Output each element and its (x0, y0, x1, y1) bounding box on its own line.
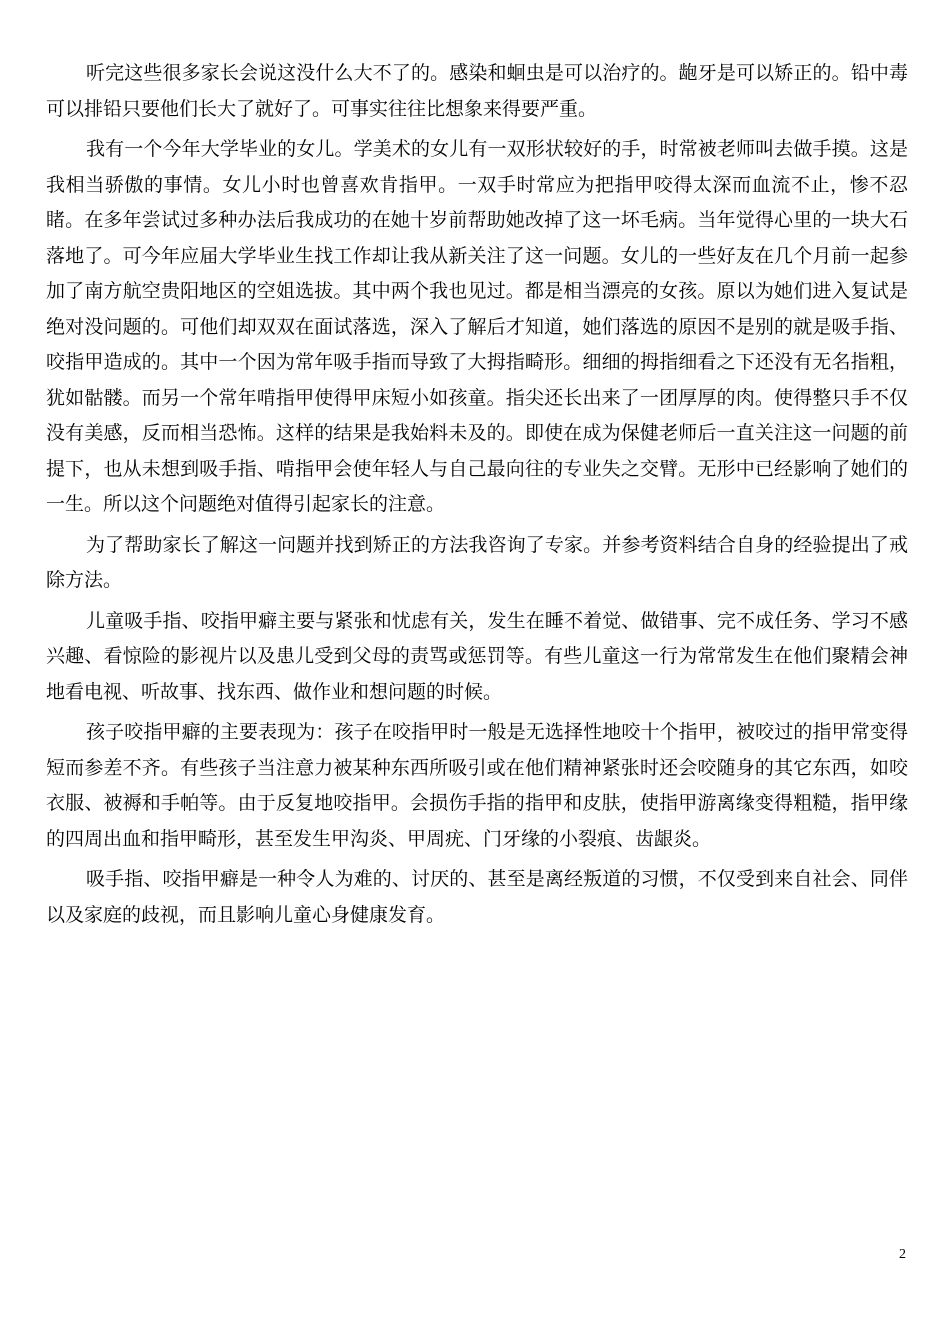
paragraph: 我有一个今年大学毕业的女儿。学美术的女儿有一双形状较好的手，时常被老师叫去做手摸。这是我相当骄傲的事情。女儿小时也曾喜欢肯指甲。一双手时常应为把指甲咬得太深而血流不止，惨不忍睹。在多年尝试过多种办法后我成功的在她十岁前帮助她改掉了这一坏毛病。当年觉得心里的一块大石落地了。可今年应届大学毕业生找工作却让我从新关注了这一问题。女儿的一些好友在几个月前一起参加了南方航空贵阳地区的空姐选拔。其中两个我也见过。都是相当漂亮的女孩。原以为她们进入复试是绝对没问题的。可他们却双双在面试落选，深入了解后才知道，她们落选的原因不是别的就是吸手指、咬指甲造成的。其中一个因为常年吸手指而导致了大拇指畸形。细细的拇指细看之下还没有无名指粗，犹如骷髅。而另一个常年啃指甲使得甲床短小如孩童。指尖还长出来了一团厚厚的肉。使得整只手不仅没有美感，反而相当恐怖。这样的结果是我始料未及的。即使在成为保健老师后一直关注这一问题的前提下，也从未想到吸手指、啃指甲会使年轻人与自己最向往的专业失之交臂。无形中已经影响了她们的一生。所以这个问题绝对值得引起家长的注意。 (46, 138, 908, 515)
paragraph: 吸手指、咬指甲癖是一种令人为难的、讨厌的、甚至是离经叛道的习惯，不仅受到来自社会、同伴以及家庭的歧视，而且影响儿童心身健康发育。 (46, 868, 908, 926)
paragraph: 为了帮助家长了解这一问题并找到矫正的方法我咨询了专家。并参考资料结合自身的经验提出了戒除方法。 (46, 533, 908, 591)
document-page (46, 56, 908, 938)
paragraph: 儿童吸手指、咬指甲癖主要与紧张和忧虑有关，发生在睡不着觉、做错事、完不成任务、学习不感兴趣、看惊险的影视片以及患儿受到父母的责骂或惩罚等。有些儿童这一行为常常发生在他们聚精会神地看电视、听故事、找东西、做作业和想问题的时候。 (46, 609, 908, 703)
page-number: 2 (899, 1247, 906, 1262)
paragraph: 孩子咬指甲癖的主要表现为：孩子在咬指甲时一般是无选择性地咬十个指甲，被咬过的指甲常变得短而参差不齐。有些孩子当注意力被某种东西所吸引或在他们精神紧张时还会咬随身的其它东西，如咬衣服、被褥和手帕等。由于反复地咬指甲。会损伤手指的指甲和皮肤，使指甲游离缘变得粗糙，指甲缘的四周出血和指甲畸形，甚至发生甲沟炎、甲周疣、门牙缘的小裂痕、齿龈炎。 (46, 721, 908, 850)
paragraph: 听完这些很多家长会说这没什么大不了的。感染和蛔虫是可以治疗的。龅牙是可以矫正的。铅中毒可以排铅只要他们长大了就好了。可事实往往比想象来得要严重。 (46, 62, 908, 120)
